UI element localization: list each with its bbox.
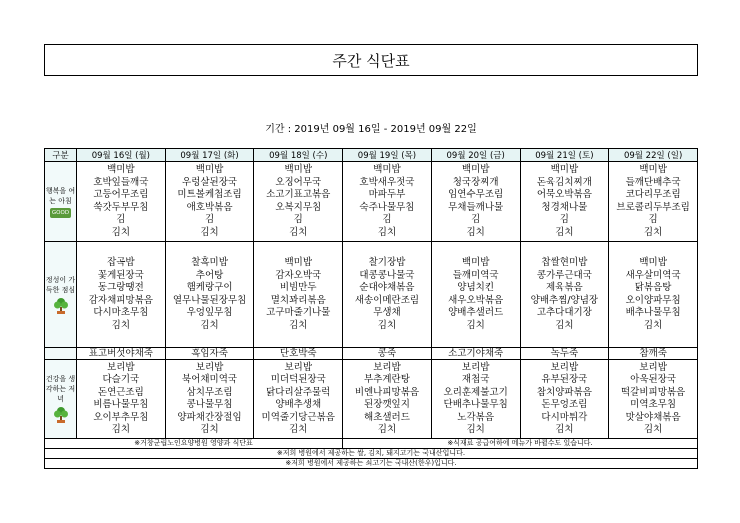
menu-item: 백미밥 bbox=[284, 257, 313, 268]
note-hospital: ※거창군립노인요양병원 영양과 식단표 bbox=[45, 439, 343, 449]
porridge-cell: 표고버섯야채죽 bbox=[77, 348, 166, 360]
porridge-cell: 흑임자죽 bbox=[165, 348, 254, 360]
menu-item: 김 bbox=[382, 214, 392, 225]
porridge-cell: 소고기야채죽 bbox=[431, 348, 520, 360]
menu-item: 숙주나물무침 bbox=[359, 201, 415, 213]
menu-item: 해초샐러드 bbox=[364, 411, 410, 423]
menu-item: 다시마튀각 bbox=[541, 411, 588, 423]
menu-item: 백미밥 bbox=[373, 164, 401, 175]
menu-cell bbox=[520, 360, 609, 439]
menu-item: 양배추찜/양념장 bbox=[530, 294, 599, 306]
tree-icon bbox=[53, 297, 69, 315]
menu-cell bbox=[77, 242, 166, 348]
menu-cell bbox=[165, 360, 254, 439]
menu-cell bbox=[343, 162, 432, 242]
breakfast-row bbox=[45, 162, 698, 242]
menu-item: 새우오박볶음 bbox=[448, 294, 504, 306]
menu-item: 김치 bbox=[643, 424, 663, 435]
menu-item: 부추계란탕 bbox=[364, 374, 410, 385]
menu-item: 우렁살된장국 bbox=[182, 176, 238, 188]
menu-item: 임연수무조림 bbox=[448, 189, 504, 200]
menu-item: 새송이메란조림 bbox=[354, 294, 420, 306]
lunch-label bbox=[45, 242, 77, 348]
menu-item: 무채들깨나물 bbox=[448, 201, 504, 213]
menu-item: 추어탕 bbox=[195, 269, 224, 281]
menu-item: 양배추샐러드 bbox=[448, 307, 504, 318]
menu-item: 우엉잎무침 bbox=[186, 307, 233, 318]
menu-cell bbox=[609, 162, 698, 242]
menu-item: 김치 bbox=[643, 319, 663, 331]
menu-item: 김 bbox=[116, 214, 126, 225]
lunch-row bbox=[45, 242, 698, 348]
menu-item: 양파채간장절임 bbox=[177, 411, 242, 423]
menu-item: 미역줄기당근볶음 bbox=[261, 411, 335, 423]
menu-item: 고구마줄기나물 bbox=[266, 307, 331, 318]
menu-item: 김치 bbox=[555, 424, 574, 435]
menu-cell bbox=[520, 242, 609, 348]
menu-item: 김치 bbox=[466, 226, 485, 238]
menu-item: 열무나물된장무침 bbox=[172, 294, 247, 306]
menu-item: 애호박볶음 bbox=[186, 201, 233, 213]
menu-item: 브로콜리두부조림 bbox=[616, 201, 690, 213]
menu-item: 찹쌀현미밥 bbox=[541, 257, 588, 268]
menu-item: 콩가루근대국 bbox=[536, 269, 592, 281]
menu-item: 돈육김치찌개 bbox=[536, 176, 592, 188]
menu-item: 오이양파무침 bbox=[625, 294, 681, 306]
page-title: 주간 식단표 bbox=[44, 44, 698, 76]
menu-item: 된장깻잎지 bbox=[364, 399, 410, 410]
menu-cell bbox=[165, 162, 254, 242]
menu-sheet bbox=[44, 44, 698, 490]
menu-item: 김치 bbox=[111, 424, 131, 435]
menu-cell bbox=[254, 162, 343, 242]
menu-item: 비엔나피망볶음 bbox=[354, 386, 420, 398]
porridge-cell: 녹두죽 bbox=[520, 348, 609, 360]
menu-item: 김치 bbox=[555, 319, 574, 331]
menu-item: 백미밥 bbox=[195, 164, 224, 175]
menu-item: 백미밥 bbox=[461, 164, 490, 175]
menu-item: 미더덕된장국 bbox=[270, 374, 326, 385]
menu-item: 유부된장국 bbox=[541, 374, 588, 385]
menu-item: 백미밥 bbox=[639, 164, 667, 175]
good-badge: GOOD bbox=[51, 209, 70, 216]
menu-item: 김치 bbox=[200, 424, 219, 435]
note-origin-beef: ※저희 병원에서 제공하는 쇠고기는 국내산(한우)입니다. bbox=[45, 459, 698, 469]
note-supply: ※식재료 공급여하에 메뉴가 바뀔수도 있습니다. bbox=[343, 439, 698, 449]
header-label: 구분 bbox=[45, 149, 77, 162]
menu-item: 멸치꽈리볶음 bbox=[270, 294, 326, 306]
tree-icon bbox=[53, 406, 69, 424]
menu-item: 북어채미역국 bbox=[182, 374, 238, 385]
menu-item: 대콩콩나물국 bbox=[359, 269, 415, 281]
dinner-label bbox=[45, 360, 77, 439]
menu-item: 비름나물무침 bbox=[93, 399, 149, 410]
menu-item: 순대야채볶음 bbox=[359, 282, 415, 293]
porridge-label bbox=[45, 348, 77, 360]
menu-cell bbox=[254, 242, 343, 348]
menu-item: 감자오박국 bbox=[275, 269, 322, 281]
day-header: 09월 18일 (수) bbox=[254, 149, 343, 162]
menu-item: 미역초무침 bbox=[630, 399, 677, 410]
menu-item: 배추나물무침 bbox=[625, 307, 681, 318]
menu-item: 코다리무조림 bbox=[625, 189, 681, 200]
menu-item: 양념치킨 bbox=[457, 282, 495, 293]
notes-row-1 bbox=[45, 439, 698, 449]
menu-item: 콩나물무침 bbox=[186, 399, 233, 410]
menu-item: 어묵오박볶음 bbox=[536, 189, 592, 200]
menu-table bbox=[44, 148, 698, 469]
menu-item: 떡갈비피망볶음 bbox=[620, 386, 686, 398]
menu-item: 삼치무조림 bbox=[186, 386, 233, 398]
menu-item: 호박새우젓국 bbox=[359, 176, 415, 188]
menu-cell bbox=[609, 242, 698, 348]
menu-cell bbox=[520, 162, 609, 242]
notes-row-2 bbox=[45, 449, 698, 459]
breakfast-label-text: 행복을 여는 아침 bbox=[45, 186, 76, 205]
menu-item: 잡곡밥 bbox=[107, 257, 135, 268]
menu-item: 마파두부 bbox=[368, 189, 406, 200]
breakfast-label bbox=[45, 162, 77, 242]
menu-item: 돈무엉조림 bbox=[541, 399, 588, 410]
menu-cell bbox=[165, 242, 254, 348]
menu-item: 김치 bbox=[289, 424, 308, 435]
menu-item: 백미밥 bbox=[639, 257, 667, 268]
menu-item: 보리밥 bbox=[461, 361, 490, 373]
menu-item: 양배추생채 bbox=[275, 399, 322, 410]
menu-item: 오리훈제불고기 bbox=[443, 386, 508, 398]
menu-item: 고추다대기장 bbox=[536, 307, 592, 318]
menu-item: 김 bbox=[559, 214, 569, 225]
menu-item: 들깨단배추국 bbox=[625, 176, 681, 188]
menu-item: 김치 bbox=[289, 319, 308, 331]
menu-item: 오이부추무침 bbox=[93, 411, 149, 423]
menu-item: 김치 bbox=[466, 319, 485, 331]
menu-item: 다시마초무침 bbox=[93, 307, 149, 318]
menu-item: 김치 bbox=[111, 226, 131, 238]
menu-item: 무생채 bbox=[373, 307, 401, 318]
menu-cell bbox=[609, 360, 698, 439]
menu-item: 청경채나물 bbox=[541, 201, 588, 213]
notes-row-3 bbox=[45, 459, 698, 469]
header-row bbox=[45, 149, 698, 162]
menu-item: 김치 bbox=[377, 226, 397, 238]
day-header: 09월 20일 (금) bbox=[431, 149, 520, 162]
menu-item: 찰기장밥 bbox=[368, 257, 406, 268]
note-origin-rice: ※저희 병원에서 제공하는 쌀, 김치, 돼지고기는 국내산입니다. bbox=[45, 449, 698, 459]
menu-item: 닭다리살주물럭 bbox=[266, 386, 331, 398]
menu-item: 청국장찌개 bbox=[452, 176, 499, 188]
menu-item: 김치 bbox=[289, 226, 308, 238]
menu-item: 들깨미역국 bbox=[452, 269, 499, 281]
menu-item: 단배추나물무침 bbox=[443, 399, 508, 410]
menu-item: 제육볶음 bbox=[546, 282, 583, 293]
porridge-cell: 참깨죽 bbox=[609, 348, 698, 360]
menu-item: 보리밥 bbox=[550, 361, 579, 373]
menu-item: 김 bbox=[293, 214, 303, 225]
menu-cell bbox=[431, 360, 520, 439]
menu-item: 보리밥 bbox=[107, 361, 135, 373]
period-text: 기간 : 2019년 09월 16일 - 2019년 09월 22일 bbox=[265, 124, 477, 135]
menu-item: 오복지무침 bbox=[275, 201, 322, 213]
menu-item: 감자채피망볶음 bbox=[88, 294, 153, 306]
menu-item: 보리밥 bbox=[639, 361, 667, 373]
porridge-cell: 콩죽 bbox=[343, 348, 432, 360]
menu-item: 김치 bbox=[200, 226, 219, 238]
menu-item: 쑥갓두부무침 bbox=[93, 201, 149, 213]
menu-item: 재첩국 bbox=[461, 374, 490, 385]
menu-item: 김치 bbox=[377, 319, 397, 331]
menu-item: 보리밥 bbox=[284, 361, 313, 373]
menu-item: 김치 bbox=[466, 424, 485, 435]
menu-item: 보리밥 bbox=[373, 361, 401, 373]
menu-item: 노각볶음 bbox=[457, 411, 495, 423]
day-header: 09월 22일 (일) bbox=[609, 149, 698, 162]
lunch-label-text: 정성이 가득한 점심 bbox=[45, 275, 76, 294]
menu-cell bbox=[343, 360, 432, 439]
menu-item: 맛살야채볶음 bbox=[625, 411, 681, 423]
menu-cell bbox=[431, 242, 520, 348]
menu-item: 고등어무조림 bbox=[93, 189, 149, 200]
menu-item: 백미밥 bbox=[107, 164, 135, 175]
menu-item: 김 bbox=[204, 214, 215, 225]
day-header: 09월 16일 (월) bbox=[77, 149, 166, 162]
menu-item: 꽃게된장국 bbox=[97, 269, 144, 281]
menu-item: 아욱된장국 bbox=[630, 374, 677, 385]
porridge-cell: 단호박죽 bbox=[254, 348, 343, 360]
menu-item: 보리밥 bbox=[195, 361, 224, 373]
menu-cell bbox=[343, 242, 432, 348]
menu-cell bbox=[77, 162, 166, 242]
menu-item: 미트볼케첩조림 bbox=[177, 189, 242, 200]
menu-item: 김 bbox=[648, 214, 658, 225]
menu-item: 백미밥 bbox=[284, 164, 313, 175]
menu-item: 비빔만두 bbox=[279, 282, 317, 293]
menu-item: 돈연근조림 bbox=[97, 386, 144, 398]
day-header: 09월 17일 (화) bbox=[165, 149, 254, 162]
menu-item: 참치양파볶음 bbox=[536, 386, 592, 398]
dinner-label-text: 건강을 생각하는 저녁 bbox=[45, 375, 76, 403]
menu-item: 호박잎들깨국 bbox=[93, 176, 149, 188]
menu-item: 찰흑미밥 bbox=[191, 257, 228, 268]
menu-item: 김치 bbox=[643, 226, 663, 238]
menu-item: 동그랑땡전 bbox=[97, 282, 144, 293]
menu-item: 오징어무국 bbox=[275, 176, 322, 188]
menu-item: 백미밥 bbox=[461, 257, 490, 268]
menu-item: 백미밥 bbox=[550, 164, 579, 175]
menu-item: 김치 bbox=[555, 226, 574, 238]
menu-cell bbox=[254, 360, 343, 439]
dinner-row bbox=[45, 360, 698, 439]
menu-item: 새우살미역국 bbox=[625, 269, 681, 281]
menu-item: 소고기표고볶음 bbox=[266, 189, 331, 200]
menu-item: 김치 bbox=[377, 424, 397, 435]
menu-item: 김 bbox=[471, 214, 481, 225]
porridge-row bbox=[45, 348, 698, 360]
menu-item: 닭볶음탕 bbox=[634, 282, 672, 293]
menu-item: 햄케랑구이 bbox=[186, 282, 233, 293]
menu-item: 다슬기국 bbox=[102, 374, 140, 385]
day-header: 09월 19일 (목) bbox=[343, 149, 432, 162]
menu-cell bbox=[77, 360, 166, 439]
day-header: 09월 21일 (토) bbox=[520, 149, 609, 162]
menu-item: 김치 bbox=[200, 319, 219, 331]
menu-item: 김치 bbox=[111, 319, 131, 331]
menu-cell bbox=[431, 162, 520, 242]
